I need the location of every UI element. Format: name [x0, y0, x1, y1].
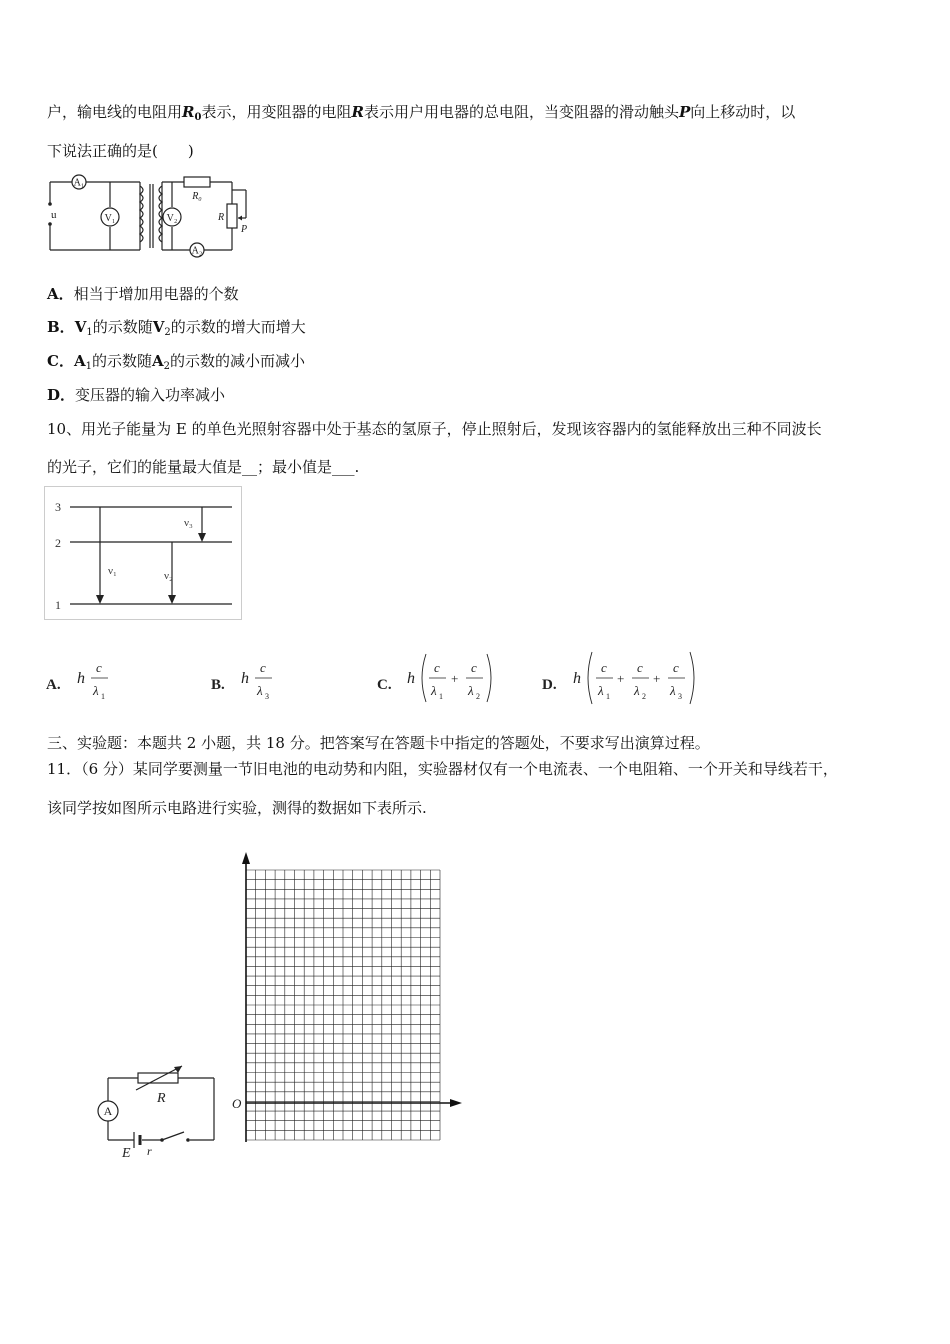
- svg-text:h: h: [241, 670, 249, 687]
- svg-text:+: +: [451, 671, 459, 686]
- q10-option-c-label: C.: [377, 677, 392, 693]
- ammeter-label: A: [103, 1104, 113, 1118]
- svg-text:1: 1: [439, 692, 443, 701]
- svg-text:1: 1: [606, 692, 610, 701]
- q10-options: [44, 648, 744, 710]
- r-label: R: [217, 212, 225, 223]
- q11-stem-line1: 11．（6 分）某同学要测量一节旧电池的电动势和内阻，实验器材仅有一个电流表、一个电阻箱、一个开关和导线若干，: [47, 760, 838, 778]
- q9-option-a: A．相当于增加用电器的个数: [47, 285, 239, 303]
- svg-text:3: 3: [265, 692, 269, 701]
- origin-label: O: [232, 1096, 242, 1111]
- r0-label: R₀: [192, 191, 202, 202]
- section-3-heading: 三、实验题：本题共 2 小题，共 18 分。把答案写在答题卡中指定的答题处，不要求写出演算过程。: [47, 734, 710, 752]
- q9-option-b: B．$V_1$的示数随$V_2$的示数的增大而增大: [47, 318, 306, 338]
- a1-label: A₁: [73, 177, 85, 189]
- svg-text:λ: λ: [634, 683, 640, 698]
- source-label: u: [51, 209, 57, 221]
- svg-text:2: 2: [476, 692, 480, 701]
- svg-text:c: c: [260, 660, 266, 675]
- svg-text:c: c: [434, 660, 440, 675]
- v1-label: V₁: [104, 213, 116, 224]
- q10-option-b-label: B.: [211, 677, 225, 693]
- svg-text:c: c: [673, 660, 679, 675]
- r0-sub: 0: [194, 112, 202, 123]
- nu1-label: ν₁: [108, 565, 117, 577]
- svg-text:λ: λ: [468, 683, 474, 698]
- level-3-label: 3: [55, 500, 61, 514]
- svg-text:+: +: [653, 671, 661, 686]
- r-var: R: [351, 103, 364, 121]
- svg-text:λ: λ: [93, 683, 99, 698]
- q11-circuit-diagram: [90, 1058, 225, 1162]
- a2-label: A₂: [191, 245, 203, 257]
- p-var: P: [678, 103, 691, 121]
- svg-text:h: h: [573, 670, 581, 687]
- emf-label: E: [122, 1146, 131, 1161]
- q11-graph-grid: [228, 850, 468, 1146]
- level-2-label: 2: [55, 536, 61, 550]
- level-1-label: 1: [55, 598, 61, 612]
- svg-text:3: 3: [678, 692, 682, 701]
- svg-text:+: +: [617, 671, 625, 686]
- nu2-label: ν₂: [164, 570, 173, 582]
- svg-text:h: h: [77, 670, 85, 687]
- p-label: P: [240, 224, 248, 235]
- transformer-circuit-diagram: [44, 174, 259, 260]
- x-axis-arrow-icon: [450, 1099, 462, 1107]
- grid-lines: [246, 870, 440, 1140]
- energy-level-diagram: [44, 486, 243, 621]
- internal-resistance-label: r: [147, 1144, 152, 1158]
- v2-label: V₂: [166, 213, 178, 224]
- resistance-box-label: R: [157, 1091, 166, 1106]
- svg-text:λ: λ: [431, 683, 437, 698]
- q9-stem-line2: 下说法正确的是( ): [47, 142, 194, 160]
- svg-text:2: 2: [642, 692, 646, 701]
- svg-text:c: c: [471, 660, 477, 675]
- svg-text:h: h: [407, 670, 415, 687]
- q9-option-c: C．$A_1$的示数随$A_2$的示数的减小而减小: [47, 352, 306, 372]
- q10-option-a-label: A.: [46, 677, 61, 693]
- q10-option-d-label: D.: [542, 677, 557, 693]
- q10-stem-line1: 10、用光子能量为 E 的单色光照射容器中处于基态的氢原子，停止照射后，发现该容器内的氢能释放出三种不同波长: [47, 420, 822, 438]
- svg-text:c: c: [637, 660, 643, 675]
- svg-text:λ: λ: [598, 683, 604, 698]
- nu3-label: ν₃: [184, 517, 193, 529]
- q11-stem-line2: 该同学按如图所示电路进行实验，测得的数据如下表所示.: [47, 799, 427, 817]
- r0-var: R: [182, 103, 195, 121]
- q9-option-d: D．变压器的输入功率减小: [47, 386, 226, 404]
- y-axis-arrow-icon: [242, 852, 250, 864]
- svg-text:1: 1: [101, 692, 105, 701]
- q10-stem-line2: 的光子，它们的能量最大值是__；最小值是___.: [47, 458, 360, 476]
- svg-text:c: c: [96, 660, 102, 675]
- q9-stem-line1: 户，输电线的电阻用$R_0$表示，用变阻器的电阻R表示用户用电器的总电阻，当变阻器的滑动触头P向上移动时，以: [47, 103, 796, 123]
- svg-text:λ: λ: [257, 683, 263, 698]
- svg-text:c: c: [601, 660, 607, 675]
- svg-text:λ: λ: [670, 683, 676, 698]
